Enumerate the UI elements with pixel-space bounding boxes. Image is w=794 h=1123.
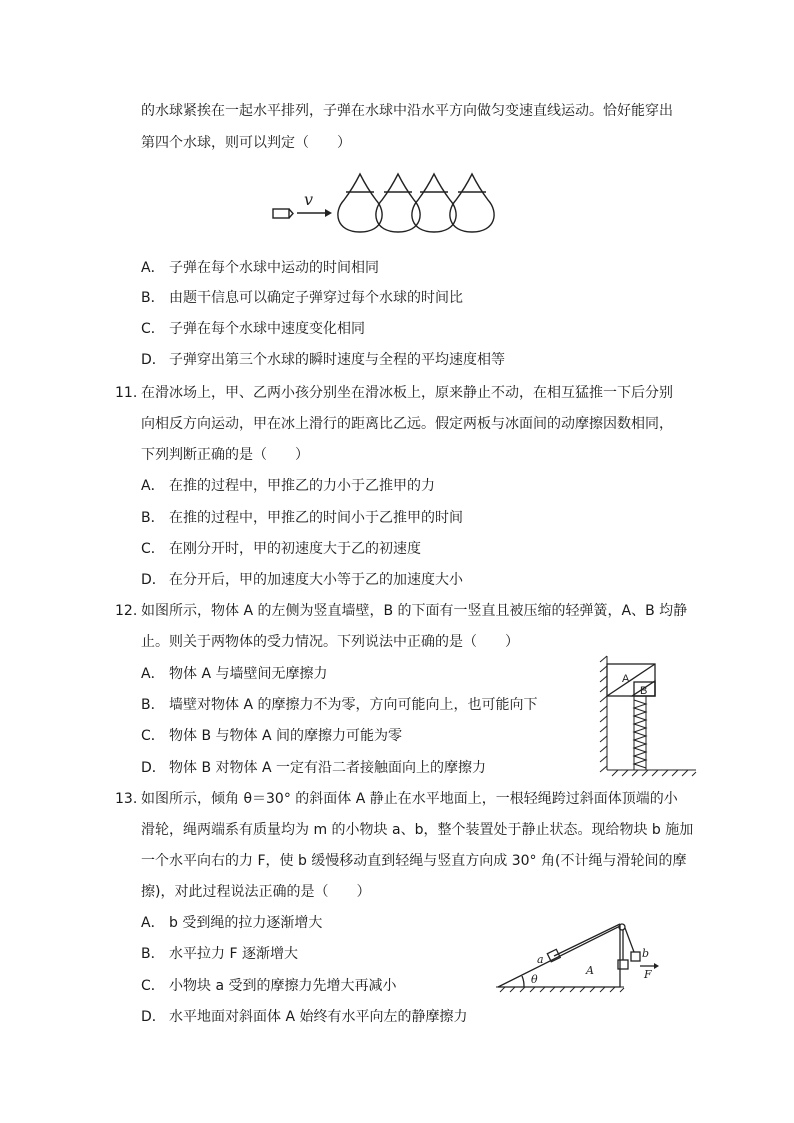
block-a-small-label: a [537, 953, 544, 966]
q13-option-b[interactable]: B． 水平拉力 F 逐渐增大 [141, 946, 298, 962]
q11-line-1: 11. 在滑冰场上，甲、乙两小孩分别坐在滑冰板上，原来静止不动，在相互猛推一下后分别 [115, 385, 673, 401]
velocity-label: v [304, 190, 314, 209]
q12-number: 12. [115, 603, 138, 619]
block-b-small-label: b [642, 947, 650, 960]
bullet-icon [273, 209, 293, 218]
q11-line-3: 下列判断正确的是（ ） [141, 447, 309, 463]
theta-label: θ [531, 973, 538, 986]
block-a-label: A [622, 673, 630, 685]
q10-option-a[interactable]: A． 子弹在每个水球中运动的时间相同 [141, 260, 379, 276]
incline-a-label: A [586, 964, 594, 977]
q13-number: 13. [115, 791, 138, 807]
q11-option-a[interactable]: A． 在推的过程中，甲推乙的力小于乙推甲的力 [141, 478, 435, 494]
q13-option-c[interactable]: C． 小物块 a 受到的摩擦力先增大再减小 [141, 978, 397, 994]
q11-option-d[interactable]: D． 在分开后，甲的加速度大小等于乙的加速度大小 [141, 572, 463, 588]
q12-option-c[interactable]: C． 物体 B 与物体 A 间的摩擦力可能为零 [141, 728, 402, 744]
q12-option-d[interactable]: D． 物体 B 对物体 A 一定有沿二者接触面向上的摩擦力 [141, 760, 486, 776]
spring-icon [634, 696, 646, 770]
q11-option-b[interactable]: B． 在推的过程中，甲推乙的时间小于乙推甲的时间 [141, 510, 463, 526]
wall-spring-figure [596, 652, 700, 780]
q11-option-c[interactable]: C． 在刚分开时，甲的初速度大于乙的初速度 [141, 541, 421, 557]
q12-option-b[interactable]: B． 墙壁对物体 A 的摩擦力不为零，方向可能向上，也可能向下 [141, 697, 538, 713]
water-balls-figure [268, 168, 500, 238]
q13-line-1: 13. 如图所示，倾角 θ＝30° 的斜面体 A 静止在水平地面上，一根轻绳跨过斜面体顶端的小 [115, 791, 678, 807]
q12-line-2: 止。则关于两物体的受力情况。下列说法中正确的是（ ） [141, 634, 519, 650]
q10-line-1: 的水球紧挨在一起水平排列，子弹在水球中沿水平方向做匀变速直线运动。恰好能穿出 [141, 103, 673, 119]
q11-line-2: 向相反方向运动，甲在冰上滑行的距离比乙远。假定两板与冰面间的动摩擦因数相同， [141, 416, 673, 432]
q13-option-a[interactable]: A． b 受到绳的拉力逐渐增大 [141, 915, 323, 931]
q10-line-2: 第四个水球，则可以判定（ ） [141, 135, 351, 151]
q10-option-b[interactable]: B． 由题干信息可以确定子弹穿过每个水球的时间比 [141, 290, 463, 306]
q10-option-c[interactable]: C． 子弹在每个水球中速度变化相同 [141, 321, 365, 337]
q13-line-2: 滑轮，绳两端系有质量均为 m 的小物块 a、b，整个装置处于静止状态。现给物块 b 施加 [141, 822, 694, 838]
q11-number: 11. [115, 385, 138, 401]
force-f-label: F [644, 968, 652, 981]
q13-option-d[interactable]: D． 水平地面对斜面体 A 始终有水平向左的静摩擦力 [141, 1009, 468, 1025]
block-b-label: B [640, 685, 648, 697]
q13-line-3: 一个水平向右的力 F，使 b 缓慢移动直到轻绳与竖直方向成 30° 角(不计绳与滑轮间的摩 [141, 853, 687, 869]
q12-option-a[interactable]: A． 物体 A 与墙壁间无摩擦力 [141, 666, 328, 682]
q13-line-4: 擦)，对此过程说法正确的是（ ） [141, 884, 371, 900]
q12-line-1: 12. 如图所示，物体 A 的左侧为竖直墙壁，B 的下面有一竖直且被压缩的轻弹簧，A、B 均静 [115, 603, 688, 619]
q10-option-d[interactable]: D． 子弹穿出第三个水球的瞬时速度与全程的平均速度相等 [141, 352, 505, 368]
incline-pulley-figure [494, 914, 666, 994]
